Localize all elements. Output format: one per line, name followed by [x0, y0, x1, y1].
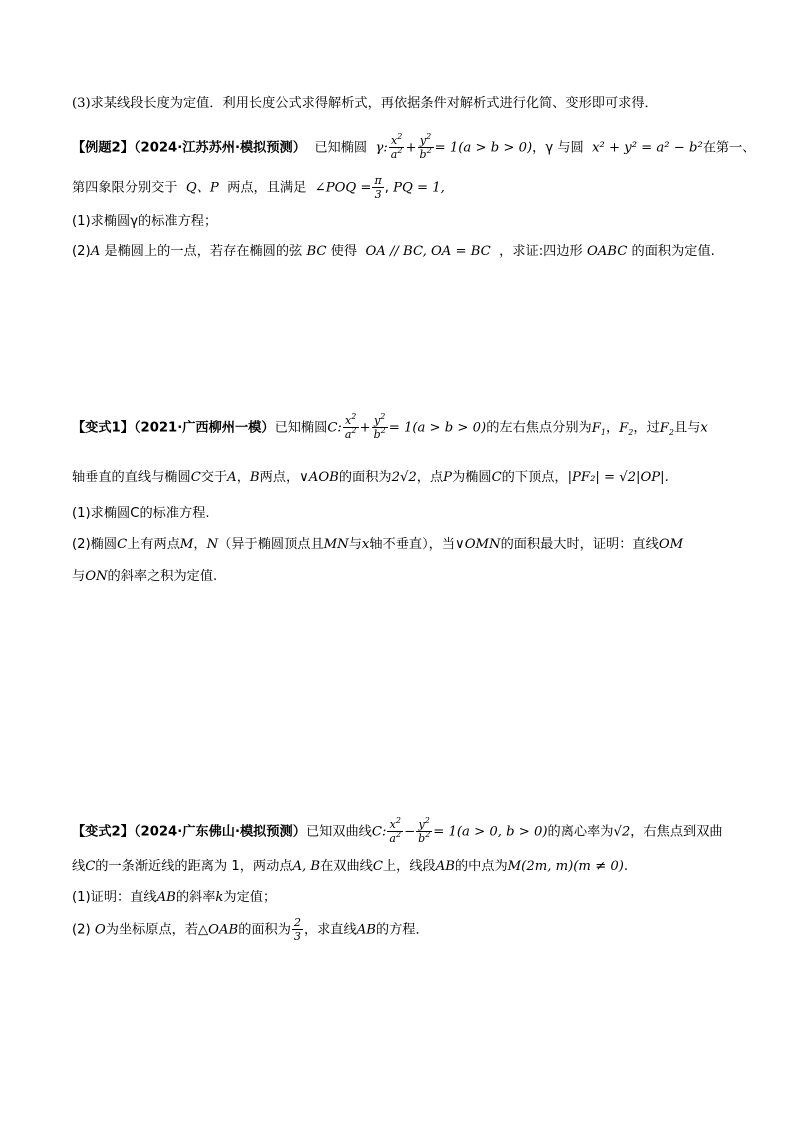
math: $F_1$	[591, 420, 606, 437]
fraction-x2-a2: $\frac{x^2}{a^2}$	[344, 412, 357, 441]
text: 轴垂直的直线与椭圆	[72, 470, 191, 485]
text: （异于椭圆顶点且	[218, 537, 324, 552]
question-text: (1)求椭圆C的标准方程.	[72, 506, 210, 521]
math: |PF₂| = √2|OP|.	[567, 470, 669, 485]
text: ，	[193, 537, 207, 552]
text: .	[623, 859, 629, 874]
fraction-2-3: $\frac{2}{3}$	[293, 916, 301, 943]
math: A, B	[292, 859, 321, 874]
math: $F_2$	[619, 420, 634, 437]
text: (2)	[72, 922, 91, 938]
text: 的面积为	[338, 470, 392, 485]
variant1-line2	[72, 468, 754, 488]
math: C	[372, 859, 383, 874]
math: = 1(a > b > 0)	[434, 140, 533, 156]
math: x	[700, 420, 708, 436]
fraction-x2-a2: $\frac{x^2}{a^2}$	[390, 132, 403, 161]
text: 的面积为定值.	[631, 244, 715, 259]
variant2-q1	[72, 888, 754, 908]
text: 的左右焦点分别为	[486, 420, 592, 436]
fraction-x2-a2: $\frac{x^2}{a^2}$	[389, 816, 402, 845]
math: AB	[435, 859, 455, 874]
example2-source: （2024·江苏苏州·模拟预测）	[133, 140, 306, 156]
math: x² + y² = a² − b²	[592, 140, 703, 156]
text: 在第一、	[702, 140, 756, 156]
text: 与	[72, 569, 86, 584]
method-note-3	[72, 94, 754, 114]
math: = 1(a > 0, b > 0)	[433, 824, 548, 840]
math: C:	[371, 824, 387, 840]
text: ，求证:四边形	[499, 244, 583, 259]
text: 第四象限分别交于	[72, 180, 178, 196]
text: 交于	[200, 470, 228, 485]
variant2-q2	[72, 916, 754, 943]
text: 轴不垂直），当	[369, 537, 456, 552]
math: = 1(a > b > 0)	[388, 420, 487, 436]
math: M	[179, 537, 194, 552]
text: 使得	[330, 244, 358, 259]
fraction-y2-b2: $\frac{y^2}{b^2}$	[418, 816, 431, 845]
text: 已知椭圆	[274, 420, 328, 436]
math: AB	[156, 890, 176, 905]
text: 的离心率为	[547, 824, 614, 840]
math: 2√2	[391, 470, 417, 485]
math: P	[443, 470, 453, 485]
math: AB	[356, 922, 376, 938]
variant1-q1	[72, 504, 754, 524]
math: ∠POQ =	[314, 180, 372, 196]
example2-line1: 【例题2】（2024·江苏苏州·模拟预测） 已知椭圆 γ: $\frac{x^2}{a^2}$ + $\frac{y^2}{b^2}$ = 1(a > b > 0)，γ 与圆 x² + y² = a² − b²在第一、	[72, 132, 756, 161]
text: 上，线段	[382, 859, 436, 874]
text: (1)证明：直线	[72, 890, 157, 905]
text: 已知椭圆	[314, 140, 368, 156]
fraction-y2-b2: $\frac{y^2}{b^2}$	[419, 132, 432, 161]
math: C:	[327, 420, 342, 436]
variant1-line1: 【变式1】（2021·广西柳州一模）已知椭圆C: $\frac{x^2}{a^2}$ + $\frac{y^2}{b^2}$ = 1(a > b > 0)的左右焦点分别为$F_1$，$F_2$，过$F_2$且与x	[72, 412, 708, 441]
math: B	[249, 470, 260, 485]
variant2-source: （2024·广东佛山·模拟预测）	[133, 824, 306, 840]
text: ，点	[416, 470, 444, 485]
variant1-tag: 【变式1】	[72, 420, 134, 436]
example2-line2: 第四象限分别交于 Q、P 两点，且满足 ∠POQ = $\frac{\pi}{3}$ , PQ = 1,	[72, 174, 445, 201]
text: 且与	[674, 420, 701, 436]
method-note-text: (3)求某线段长度为定值．利用长度公式求得解析式，再依据条件对解析式进行化简、变形即可求得．	[72, 96, 658, 111]
math: O	[94, 922, 106, 938]
text: 在双曲线	[320, 859, 373, 874]
math: ∨OMN	[455, 537, 501, 552]
math: x	[361, 537, 370, 552]
text: ，	[605, 420, 620, 436]
variant1-q2-cont	[72, 567, 754, 587]
text: 的斜率之积为定值.	[107, 569, 218, 584]
text: (2)	[72, 244, 91, 259]
text: (2)椭圆	[72, 537, 118, 552]
text: 为坐标原点，若	[105, 922, 199, 938]
text: 的中点为	[454, 859, 508, 874]
text: 线	[72, 859, 86, 874]
math: OABC	[586, 244, 628, 259]
question-text: (1)求椭圆γ的标准方程；	[72, 214, 218, 229]
text: ，γ 与圆	[532, 140, 584, 156]
math: MN	[323, 537, 349, 552]
variant2-line1: 【变式2】（2024·广东佛山·模拟预测）已知双曲线C: $\frac{x^2}{a^2}$ − $\frac{y^2}{b^2}$ = 1(a > 0, b > 0)的离心率为√2，右焦点到双曲	[72, 816, 723, 845]
text: ，求直线	[303, 922, 357, 938]
text: ，过	[633, 420, 660, 436]
math: $F_2$	[659, 420, 675, 437]
text: 两点，	[259, 470, 300, 485]
math: C	[117, 537, 128, 552]
example2-q1	[72, 212, 754, 232]
fraction-y2-b2: $\frac{y^2}{b^2}$	[373, 412, 386, 441]
text: 的斜率	[175, 890, 216, 905]
math: C	[85, 859, 96, 874]
math: k	[215, 890, 224, 905]
text: 两点，且满足	[227, 180, 307, 196]
math: C	[190, 470, 201, 485]
text: 与	[348, 537, 362, 552]
variant2-line2	[72, 857, 754, 877]
math: A	[227, 470, 237, 485]
variant1-source: （2021·广西柳州一模）	[133, 420, 275, 436]
math: PQ = 1,	[393, 180, 445, 196]
example2-tag: 【例题2】	[72, 140, 134, 156]
example2-q2	[72, 242, 754, 262]
text: 为定值；	[223, 890, 277, 905]
text: 的面积最大时，证明：直线	[500, 537, 659, 552]
math: N	[206, 537, 219, 552]
math: △OAB	[198, 922, 239, 938]
math: C	[491, 470, 502, 485]
math: A	[90, 244, 101, 259]
fraction-pi-3: $\frac{\pi}{3}$	[374, 174, 382, 201]
text: ，右焦点到双曲	[630, 824, 723, 840]
variant2-tag: 【变式2】	[72, 824, 134, 840]
math: √2	[613, 824, 631, 840]
text: 上有两点	[127, 537, 180, 552]
text: 是椭圆上的一点，若存在椭圆的弦	[104, 244, 303, 259]
math: ON	[85, 569, 108, 584]
math: OM	[658, 537, 684, 552]
variant1-q2	[72, 535, 754, 555]
text: ，	[236, 470, 250, 485]
math: BC	[306, 244, 327, 259]
math: OA // BC, OA = BC	[365, 244, 491, 259]
text: 的方程．	[375, 922, 429, 938]
math: M(2m, m)(m ≠ 0)	[507, 859, 624, 874]
text: 的下顶点，	[501, 470, 568, 485]
text: 的一条渐近线的距离为 1，两动点	[95, 859, 293, 874]
text: 为椭圆	[452, 470, 492, 485]
math: γ:	[375, 140, 388, 156]
text: 已知双曲线	[305, 824, 372, 840]
math: ∨AOB	[299, 470, 339, 485]
math: Q、P	[185, 180, 219, 196]
text: 的面积为	[238, 922, 291, 938]
